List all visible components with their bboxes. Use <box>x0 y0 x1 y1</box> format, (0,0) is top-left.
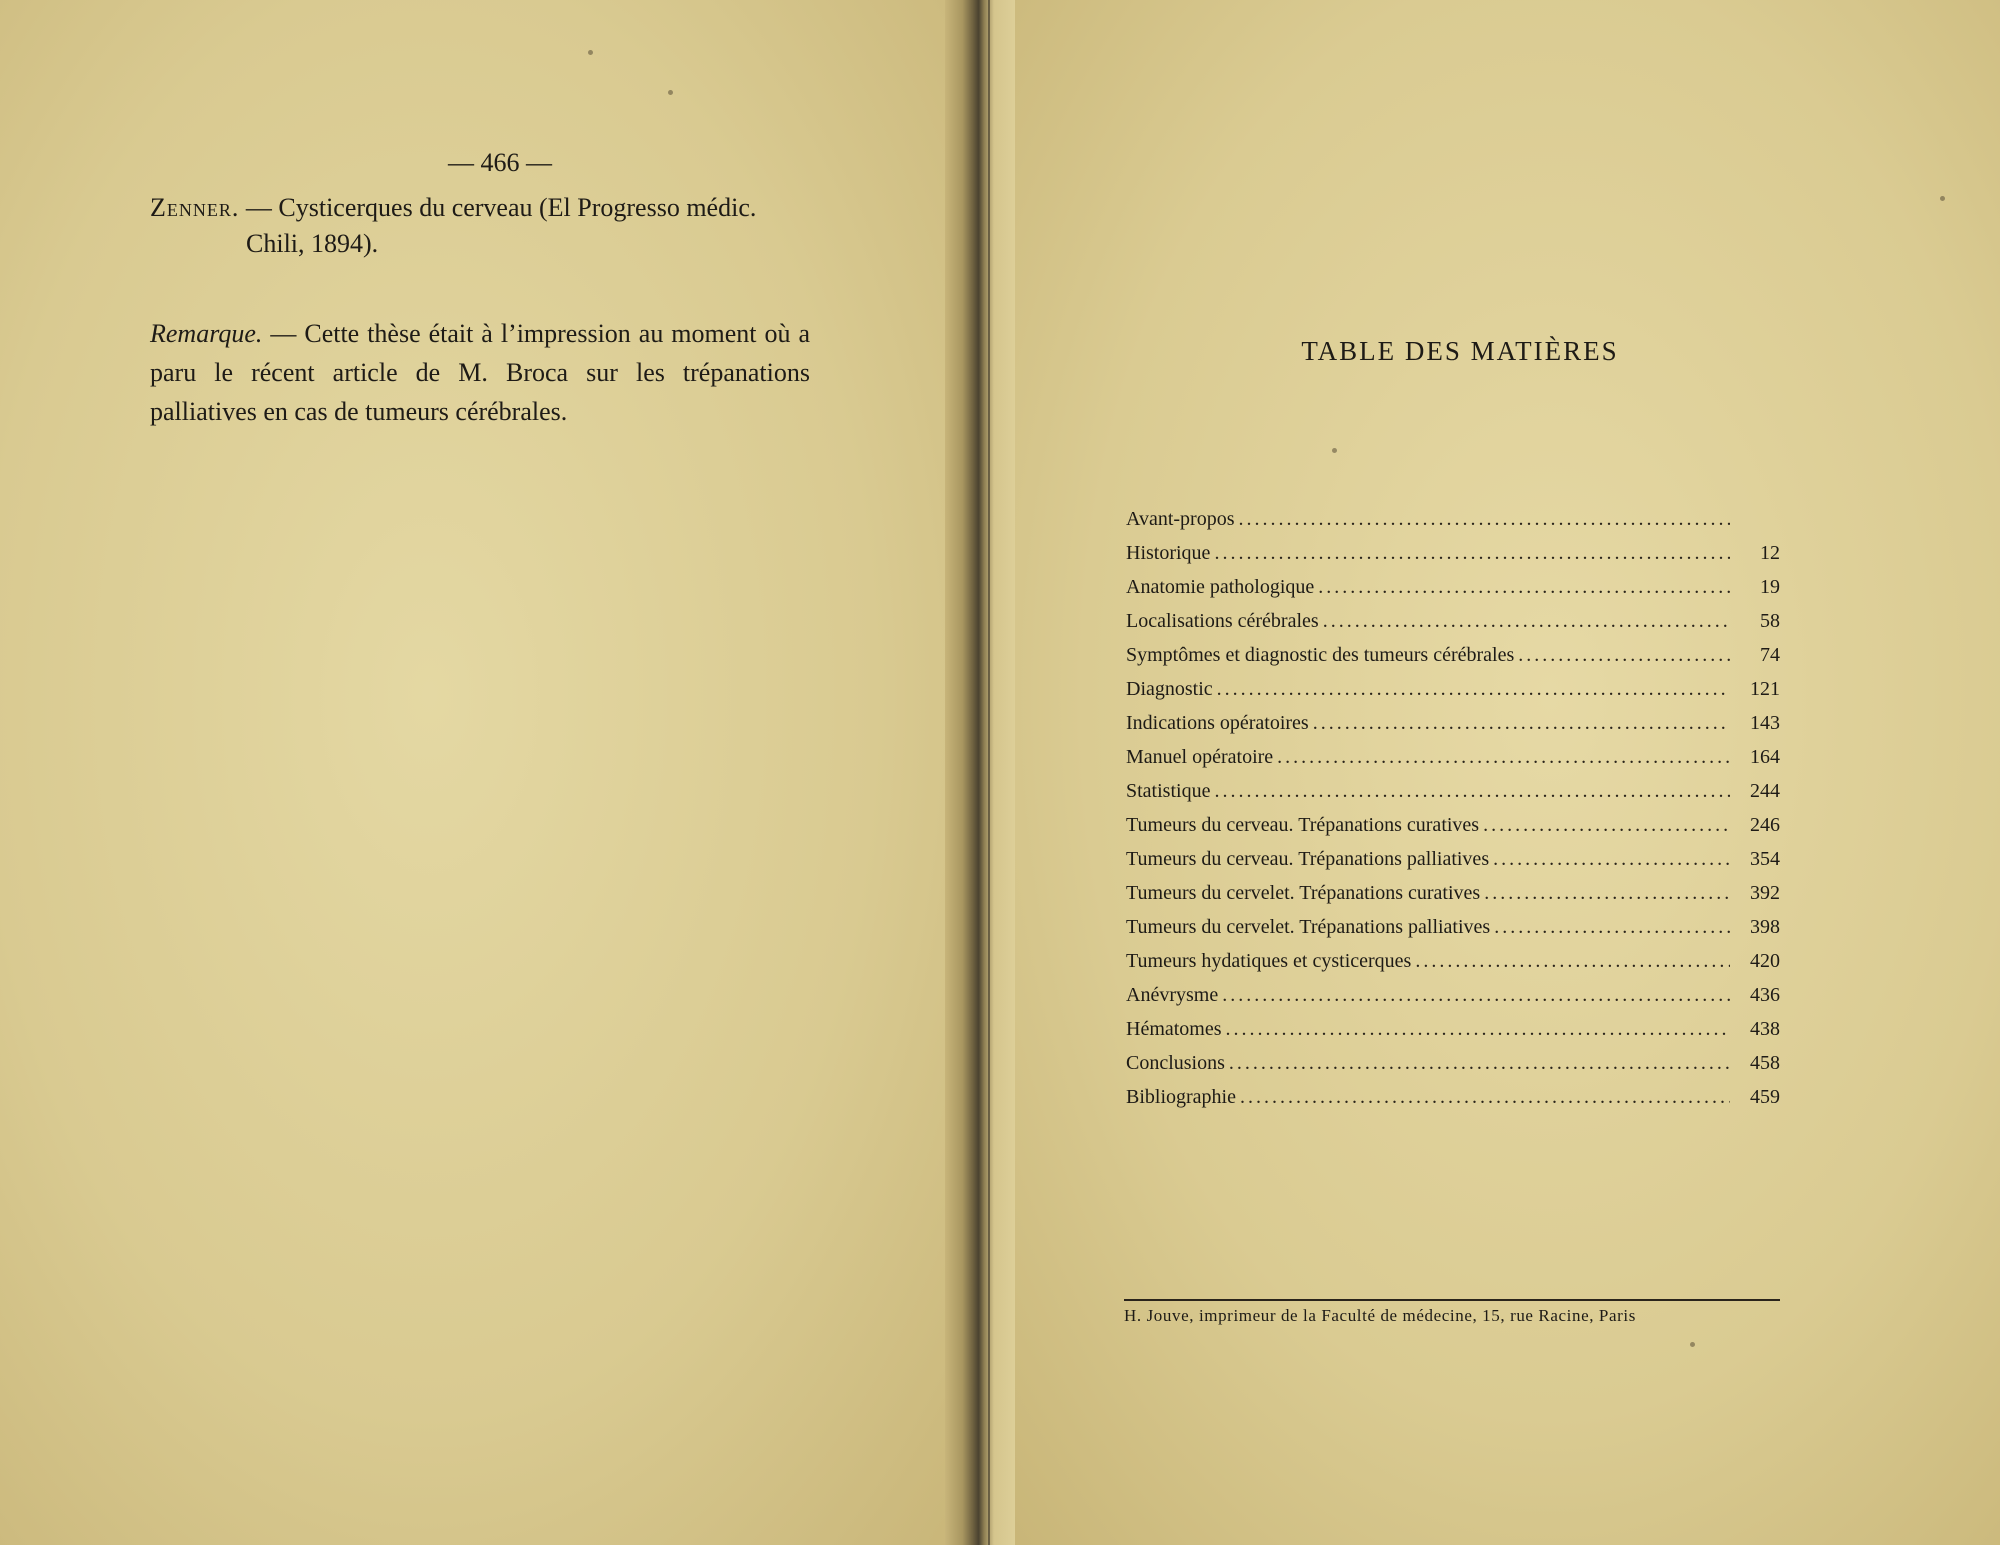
toc-entry-label: Tumeurs du cerveau. Trépanations palliatives <box>1126 848 1490 870</box>
bibliography-entry <box>150 190 830 262</box>
toc-leader-dots <box>1318 570 1730 604</box>
toc-leader-dots <box>1493 842 1730 876</box>
paper-speck <box>1690 1342 1695 1347</box>
toc-entry-label: Bibliographie <box>1126 1086 1236 1108</box>
toc-entry-label: Hématomes <box>1126 1018 1222 1040</box>
paper-speck <box>1940 196 1945 201</box>
toc-entry-label: Manuel opératoire <box>1126 746 1274 768</box>
toc-entry <box>1126 910 1780 944</box>
toc-leader-dots <box>1214 536 1730 570</box>
toc-entry-page: 354 <box>1750 848 1780 870</box>
toc-entry-page: 164 <box>1750 746 1780 768</box>
toc-leader-dots <box>1229 1046 1730 1080</box>
toc-entry <box>1126 570 1780 604</box>
toc-entry-page: 74 <box>1760 644 1780 666</box>
toc-title: TABLE DES MATIÈRES <box>1301 336 1619 366</box>
toc-entry <box>1126 842 1780 876</box>
remark-label: Remarque. <box>150 319 263 348</box>
toc-leader-dots <box>1313 706 1730 740</box>
toc-entry-page: 12 <box>1760 542 1780 564</box>
toc-leader-dots <box>1494 910 1730 944</box>
toc-leader-dots <box>1277 740 1730 774</box>
toc-entry <box>1126 638 1780 672</box>
toc-entry <box>1126 740 1780 774</box>
toc-entry <box>1126 536 1780 570</box>
toc-entry-label: Anévrysme <box>1126 984 1219 1006</box>
toc-leader-dots <box>1415 944 1730 978</box>
toc-entry-label: Historique <box>1126 542 1211 564</box>
reference-author: Zenner. <box>150 193 240 222</box>
toc-entry <box>1126 876 1780 910</box>
reference-text-line2: Chili, 1894). <box>246 229 379 258</box>
toc-entry-label: Anatomie pathologique <box>1126 576 1315 598</box>
toc-entry-page: 19 <box>1760 576 1780 598</box>
toc-entry <box>1126 604 1780 638</box>
toc-entry-page: 459 <box>1750 1086 1780 1108</box>
toc-entry-label: Tumeurs du cervelet. Trépanations palliatives <box>1126 916 1491 938</box>
toc-leader-dots <box>1483 808 1730 842</box>
toc-leader-dots <box>1518 638 1730 672</box>
toc-leader-dots <box>1222 978 1730 1012</box>
toc-entry <box>1126 944 1780 978</box>
reference-text-line1: — Cysticerques du cerveau (El Progresso médic. <box>239 193 757 222</box>
toc-entry-label: Diagnostic <box>1126 678 1213 700</box>
toc-entry <box>1126 1046 1780 1080</box>
toc-entry <box>1126 672 1780 706</box>
toc-entry-label: Tumeurs hydatiques et cysticerques <box>1126 950 1412 972</box>
table-of-contents <box>1126 502 1780 1114</box>
toc-entry-label: Indications opératoires <box>1126 712 1309 734</box>
toc-entry-label: Tumeurs du cervelet. Trépanations curatives <box>1126 882 1481 904</box>
toc-entry-page: 398 <box>1750 916 1780 938</box>
toc-entry <box>1126 978 1780 1012</box>
toc-entry-label: Symptômes et diagnostic des tumeurs cérébrales <box>1126 644 1515 666</box>
toc-leader-dots <box>1323 604 1730 638</box>
toc-entry-label: Statistique <box>1126 780 1211 802</box>
toc-entry-label: Localisations cérébrales <box>1126 610 1319 632</box>
left-page <box>0 0 955 1545</box>
toc-entry-page: 420 <box>1750 950 1780 972</box>
toc-entry <box>1126 1080 1780 1114</box>
page-number: — 466 — <box>448 148 552 177</box>
toc-leader-dots <box>1214 774 1730 808</box>
toc-entry-page: 438 <box>1750 1018 1780 1040</box>
toc-entry <box>1126 1012 1780 1046</box>
paper-speck <box>668 90 673 95</box>
toc-entry-page: 458 <box>1750 1052 1780 1074</box>
paper-speck <box>588 50 593 55</box>
toc-leader-dots <box>1240 1080 1730 1114</box>
toc-entry <box>1126 774 1780 808</box>
toc-entry-label: Tumeurs du cerveau. Trépanations curatives <box>1126 814 1480 836</box>
remark-paragraph <box>150 314 810 431</box>
toc-entry <box>1126 502 1780 536</box>
toc-entry-page: 246 <box>1750 814 1780 836</box>
toc-entry <box>1126 808 1780 842</box>
toc-entry-label: Avant-propos <box>1126 508 1235 530</box>
toc-leader-dots <box>1226 1012 1730 1046</box>
printer-imprint: H. Jouve, imprimeur de la Faculté de médecine, 15, rue Racine, Paris <box>1124 1306 1636 1325</box>
toc-entry-page: 436 <box>1750 984 1780 1006</box>
toc-entry <box>1126 706 1780 740</box>
toc-leader-dots <box>1484 876 1730 910</box>
toc-entry-page: 244 <box>1750 780 1780 802</box>
toc-entry-label: Conclusions <box>1126 1052 1225 1074</box>
toc-entry-page: 143 <box>1750 712 1780 734</box>
footer-rule <box>1124 1299 1780 1301</box>
toc-entry-page: 121 <box>1750 678 1780 700</box>
toc-entry-page: 392 <box>1750 882 1780 904</box>
remark-text: — Cette thèse était à l’impression au moment où a paru le récent article de M. Broca sur les trépanations palliatives en cas de tumeurs cérébrales. <box>150 319 810 426</box>
toc-entry-page: 58 <box>1760 610 1780 632</box>
binding-fold <box>988 0 990 1545</box>
paper-speck <box>1332 448 1337 453</box>
toc-leader-dots <box>1217 672 1730 706</box>
toc-leader-dots <box>1239 502 1731 536</box>
book-gutter <box>945 0 1015 1545</box>
